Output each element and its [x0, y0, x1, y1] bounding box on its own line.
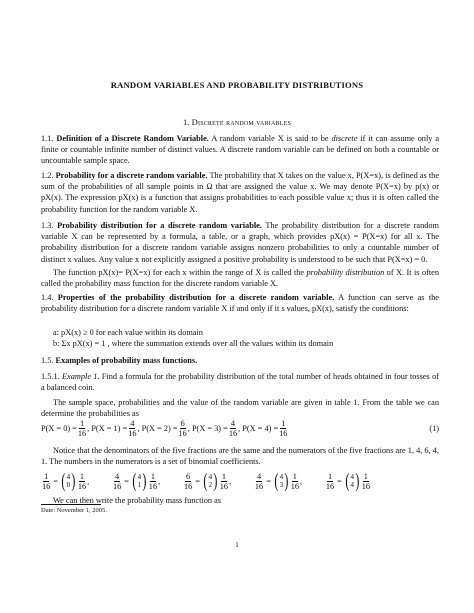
footnote-rule — [41, 504, 101, 505]
paragraph-binomial: Notice that the denominators of the five fractions are the same and the numerators of the five fractions are 1, 4, 6, 4, 1. The numbers in the numerators is a set of binomial coefficients. — [41, 446, 439, 467]
paragraph-1-1 — [41, 133, 439, 167]
paragraph-1-2 — [41, 170, 439, 215]
eq1-fraction: $\frac{4}{16}$ — [228, 419, 238, 438]
eq1-fraction: $\frac{1}{16}$ — [77, 419, 87, 438]
condition-b: b: Σx pX(x) = 1 , where the summation extends over all the values within its domain — [53, 339, 334, 348]
para-text: The function pX(x)= P(X=x) for each x within the range of X is called the — [53, 268, 307, 277]
equation-number: (1) — [429, 424, 439, 433]
para-text: of X. It is often called the probability mass function for the discrete random variable X. — [41, 268, 439, 289]
binomial-term: $\frac{1}{16}$ = ( 4 0 ) $\frac{1}{16}$ , — [42, 470, 90, 492]
para-text: Find a formula for the probability distribution of the total number of heads obtained in four tosses of a balanced coin. — [41, 372, 439, 393]
paragraph-pmf: We can then write the probability mass function as — [53, 496, 221, 505]
para-emphasis: discrete — [331, 134, 358, 143]
para-text: The probability that X takes on the value x, P(X=x), is defined as the sum of the probabilities of all sample points in Ω that are assigned the value x. We may denote P(X=x) by p(x) or pX(x). The expression pX(x) is a function that assigns probabilities to each possible value x; thus it is often called the probability function for the random variable X. — [41, 171, 440, 214]
para-text: The probability distribution for a discrete random variable X can be represented by a formula, a table, or a graph, which provides pX(x) = P(X=x) for all x. The probability distribution for a discrete random variable assigns nonzero probabilities to only a countable number of distinct x values. Any value x not explicitly assigned a positive probability is understood to be such that P(X=x) = 0. — [41, 221, 440, 264]
para-text: A function can serve as the probability distribution for a discrete random variable X if and only if it s values, pX(x), satisfy the conditions: — [41, 293, 439, 314]
para-number: 1.1. — [41, 134, 54, 143]
paragraph-table-ref: The sample space, probabilities and the value of the random variable are given in table 1. From the table we can determine the probabilities as — [41, 398, 439, 419]
example-label: Example 1. — [61, 372, 100, 381]
equation-1 — [41, 419, 439, 438]
section-label: Discrete random variables — [191, 117, 291, 127]
eq1-term-2-lhs: , P(X = 2) = — [137, 424, 178, 433]
paper-title: RANDOM VARIABLES AND PROBABILITY DISTRIBUTIONS — [110, 80, 364, 90]
equation-binomial — [41, 471, 371, 491]
para-number: 1.2. — [41, 171, 54, 180]
paragraph-1-4 — [41, 292, 439, 314]
eq1-term-1-lhs: , P(X = 1) = — [87, 424, 128, 433]
eq1-fraction: $\frac{1}{16}$ — [279, 419, 288, 438]
para-number: 1.5.1. — [41, 372, 60, 381]
para-number: 1.3. — [41, 221, 54, 230]
eq1-term-3-lhs: , P(X = 3) = — [187, 424, 228, 433]
para-text: A random variable X is said to be — [208, 134, 332, 143]
paragraph-1-5 — [41, 355, 439, 366]
eq1-fraction: $\frac{6}{16}$ — [178, 419, 187, 438]
para-heading: Probability distribution for a discrete random variable. — [57, 221, 262, 230]
eq1-term-0-lhs: P(X = 0) = — [41, 424, 77, 433]
paragraph-1-5-1 — [41, 371, 439, 393]
condition-a: a: pX(x) ≥ 0 for each value within its domain — [53, 328, 203, 337]
eq1-term-4-lhs: , P(X = 4) = — [238, 424, 279, 433]
page-number: 1 — [235, 541, 239, 549]
para-number: 1.5. — [41, 356, 54, 365]
eq1-fraction: $\frac{4}{16}$ — [128, 419, 137, 438]
para-heading: Probability for a discrete random variable. — [55, 171, 208, 180]
para-number: 1.4. — [41, 293, 54, 302]
para-emphasis: probability distribution — [306, 268, 385, 277]
binomial-term: $\frac{6}{16}$ = ( 4 2 ) $\frac{1}{16}$ , — [183, 470, 232, 492]
para-heading: Properties of the probability distribution for a discrete random variable. — [57, 293, 335, 302]
para-text: if it can assume only a finite or countable infinite number of distinct values. A discrete random variable can be defined on both a countable or uncountable sample space. — [41, 134, 440, 166]
binomial-term: $\frac{4}{16}$ = ( 4 1 ) $\frac{1}{16}$ , — [112, 470, 161, 492]
para-heading: Definition of a Discrete Random Variable. — [56, 134, 209, 143]
binomial-term: $\frac{1}{16}$ = ( 4 4 ) $\frac{1}{16}$ — [325, 470, 370, 492]
section-number: 1. — [182, 117, 190, 127]
section-heading — [0, 117, 474, 127]
para-heading: Examples of probability mass functions. — [55, 356, 198, 365]
footnote: Date: November 1, 2005. — [41, 507, 107, 514]
paragraph-1-3 — [41, 220, 439, 265]
binomial-term: $\frac{4}{16}$ = ( 4 3 ) $\frac{1}{16}$ , — [254, 470, 303, 492]
paragraph-1-3-b — [41, 267, 439, 289]
